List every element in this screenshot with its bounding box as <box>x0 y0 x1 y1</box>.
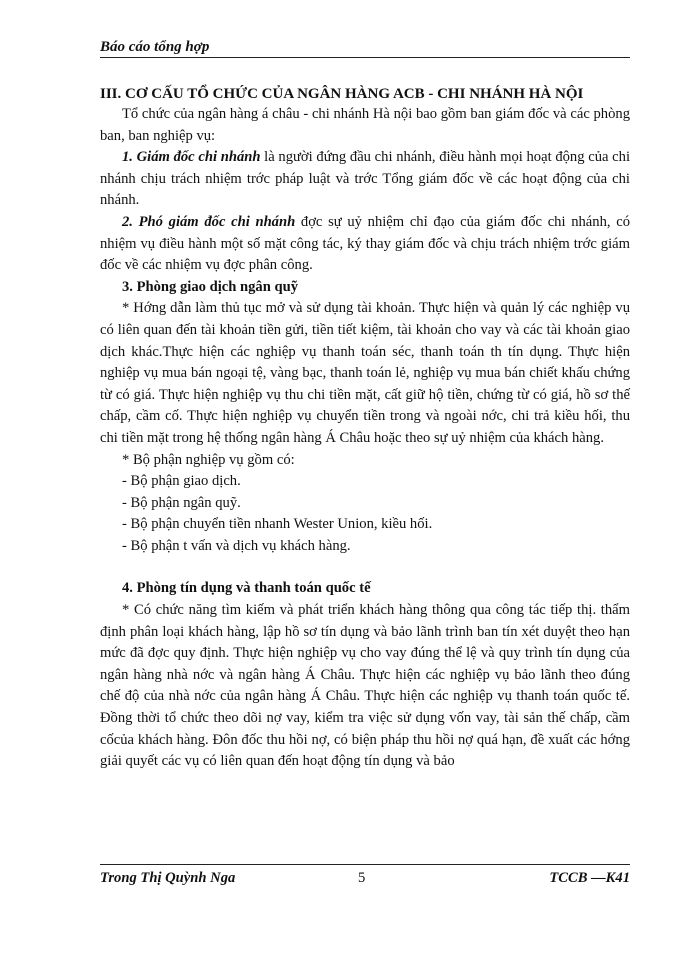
item2-text: đợc sự uỷ nhiệm chỉ đạo của giám đốc chi nhánh, có nhiệm vụ điều hành một số mặt công tác, ký thay giám đốc và chịu trách nhiệm trớc giám đốc về các nhiệm vụ đợc phân công. <box>100 213 630 274</box>
item1-text: là người đứng đầu chi nhánh, điều hành mọi hoạt động của chi nhánh chịu trách nhiệm trớc pháp luật và trớc Tổng giám đốc về các hoạt động của chi nhánh. <box>100 149 631 209</box>
list-item: - Bộ phận t vấn và dịch vụ khách hàng. <box>122 537 351 554</box>
intro-paragraph: Tổ chức của ngân hàng á châu - chi nhánh Hà nội bao gồm ban giám đốc và các phòng ban, ban nghiệp vụ: <box>100 106 630 144</box>
item1-paragraph <box>100 147 630 212</box>
section-heading: III. CƠ CẤU TỔ CHỨC CỦA NGÂN HÀNG ACB - CHI NHÁNH HÀ NỘI <box>100 86 584 102</box>
item1-title: 1. Giám đốc chi nhánh <box>122 149 261 166</box>
item4-paragraph: * Có chức năng tìm kiếm và phát triển khách hàng thông qua công tác tiếp thị. thẩm định phân loại khách hàng, lập hồ sơ tín dụng và bảo lãnh trình ban tín xét duyệt theo hạn mức đã đợc quy định. Thực hiện nghiệp vụ cho vay đúng thể lệ và quy trình tín dụng của ngân hàng nhà nớc và ngân hàng Á Châu. Thực hiện các nghiệp vụ bảo lãnh theo đúng chế độ của nhà nớc của ngân hàng Á Châu. Thực hiện các nghiệp vụ thanh toán quốc tế. Đồng thời tổ chức theo dõi nợ vay, kiểm tra việc sử dụng vốn vay, tài sản thế chấp, cầm cốcủa khách hàng. Đôn đốc thu hồi nợ, có biện pháp thu hồi nợ quá hạn, đề xuất các hớng giải quyết các vụ có liên quan đến hoạt động tín dụng và bảo <box>100 602 630 770</box>
item2-title: 2. Phó giám đốc chi nhánh <box>122 213 296 230</box>
item3-paragraph: * Hớng dẫn làm thủ tục mở và sử dụng tài khoản. Thực hiện và quản lý các nghiệp vụ có liên quan đến tài khoản tiền gửi, tiền tiết kiệm, tài khoản cho vay và các tài khoản giao dịch khác.Thực hiện các nghiệp vụ thanh toán séc, thanh toán th tín dụng. Thực hiện nghiệp vụ mua bán ngoại tệ, vàng bạc, thanh toán lẻ, nghiệp vụ mua bán chiết khấu chứng từ có giá. Thực hiện nghiệp vụ thu chi tiền mặt, cất giữ hộ tiền, chứng từ có giá, hồ sơ thế chấp, cầm cố. Thực hiện nghiệp vụ chuyển tiền trong và ngoài nớc, chi trả kiều hối, thu chi tiền mặt trong hệ thống ngân hàng Á Châu hoặc theo sự uỷ nhiệm của khách hàng. <box>100 300 630 446</box>
item4-title: 4. Phòng tín dụng và thanh toán quốc tế <box>122 580 371 597</box>
page-footer <box>100 864 630 891</box>
spacer <box>100 557 630 578</box>
list-item: - Bộ phận giao dịch. <box>122 473 241 490</box>
list-item: - Bộ phận ngân quỹ. <box>122 494 241 511</box>
page-number: 5 <box>358 870 366 886</box>
item3-sub-title: * Bộ phận nghiệp vụ gồm có: <box>122 451 295 468</box>
footer-code: TCCB —K41 <box>549 870 630 886</box>
list-item: - Bộ phận chuyển tiền nhanh Wester Union, kiều hối. <box>122 516 433 533</box>
page-content <box>100 84 630 773</box>
footer-author: Trong Thị Quỳnh Nga <box>100 870 236 886</box>
page-header: Báo cáo tổng hợp <box>100 38 630 58</box>
item3-title: 3. Phòng giao dịch ngân quỹ <box>122 278 298 295</box>
item2-paragraph <box>100 212 630 277</box>
